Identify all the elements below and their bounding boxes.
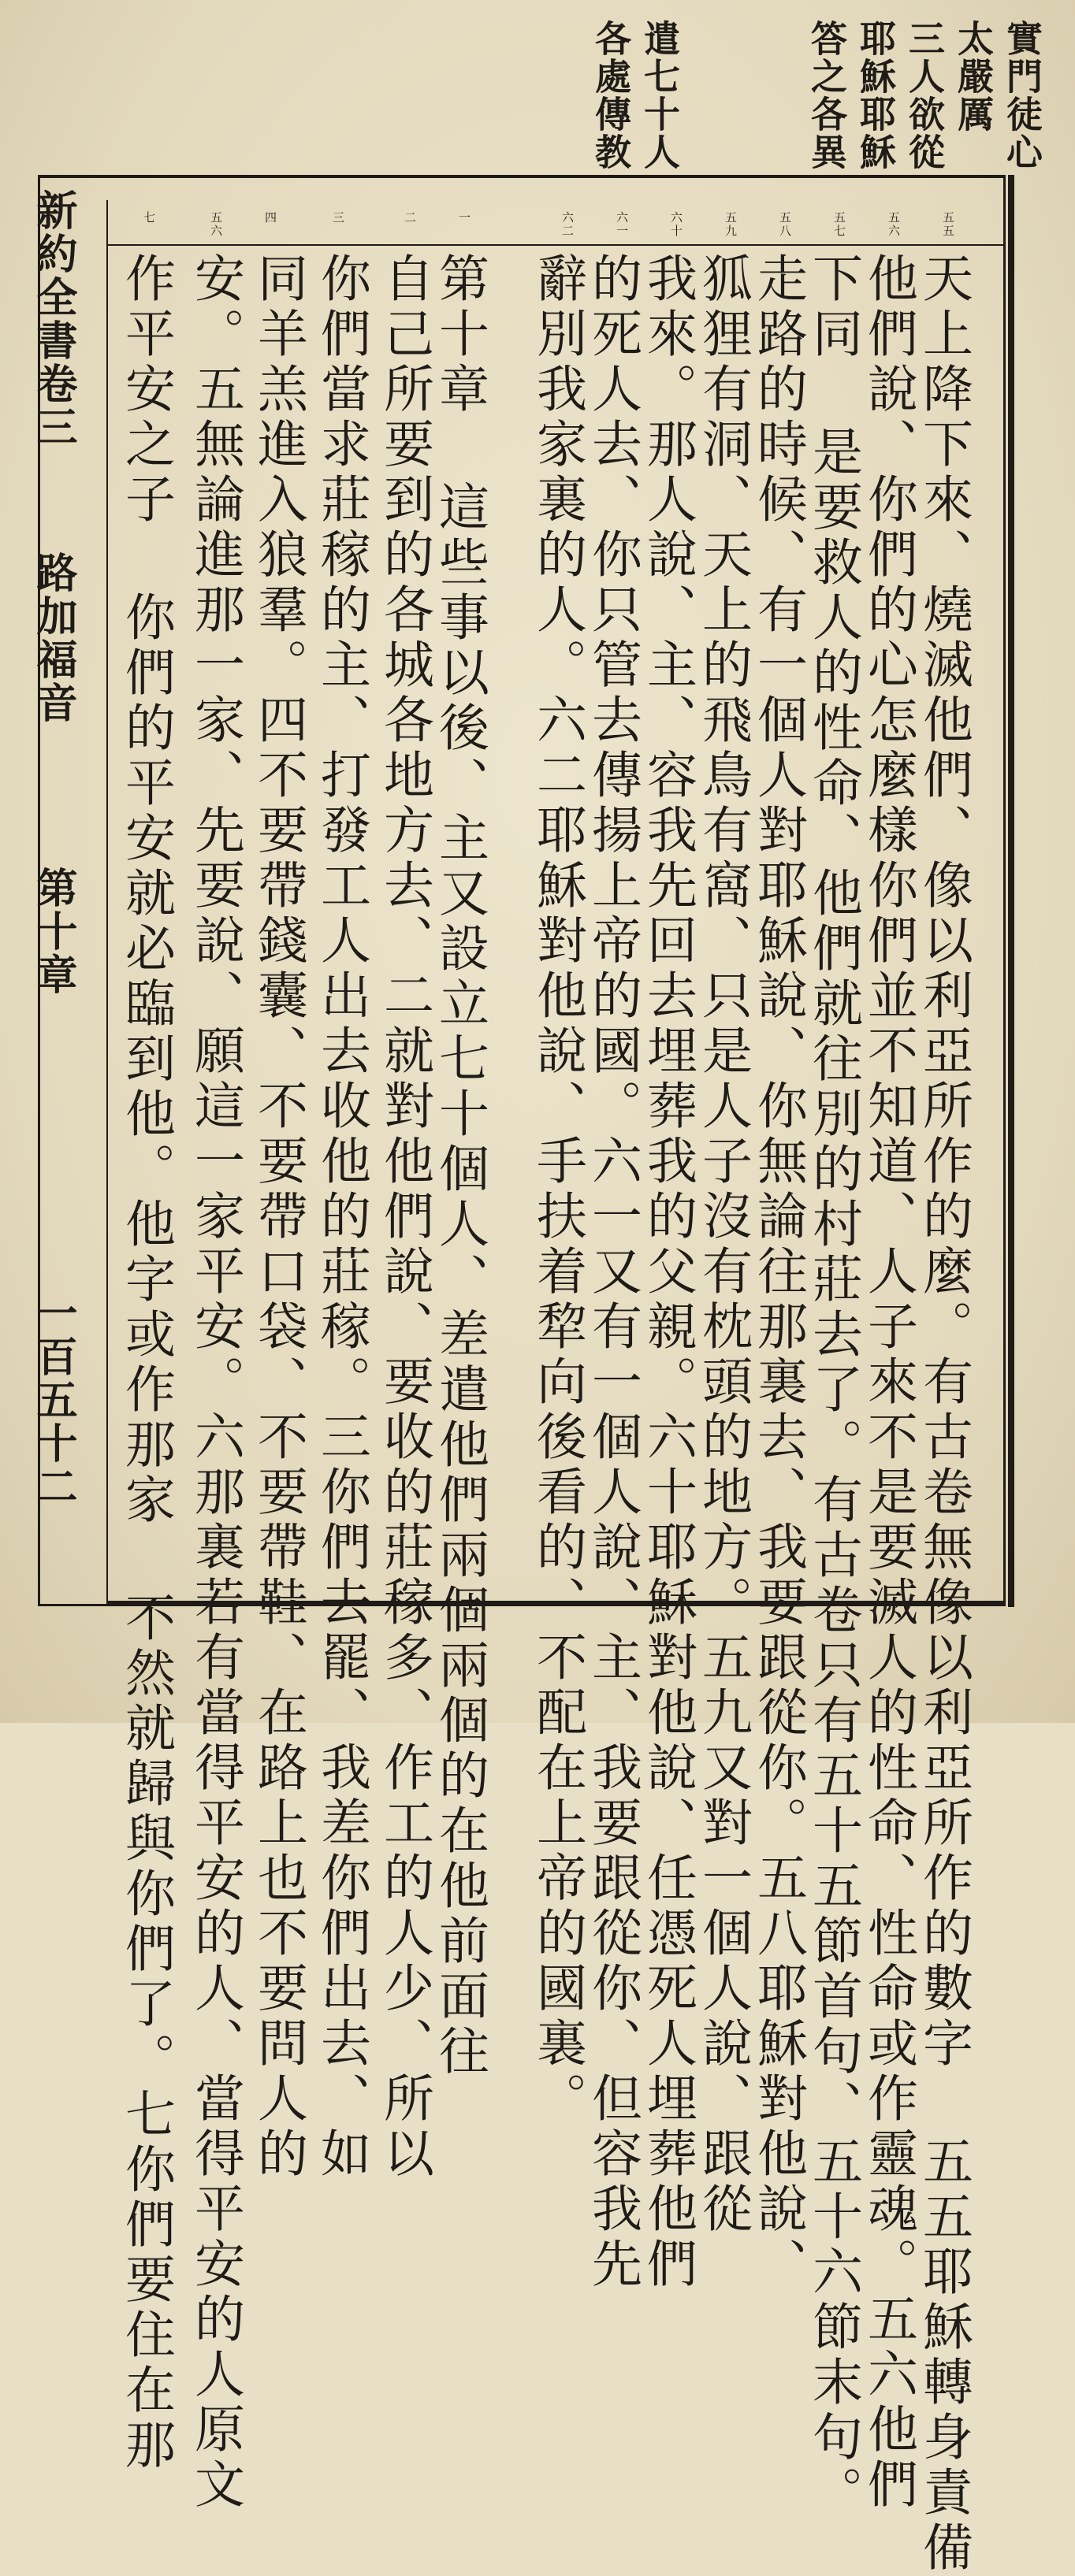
running-head-chapter: 第十章 [29,867,77,997]
text-column: 第十章 這些事以後、主又設立七十個人、差遣他們兩個兩個的在他前面往 [430,252,489,2080]
column-number: 五六 [887,211,901,238]
verse-number-rule [106,244,1003,246]
text-column: 下同 是要救人的性命、他們就往別的村莊去了。有古卷只有五十五節首句、五十六節末句。 [804,252,862,2521]
text-column: 作平安之子 你們的平安就必臨到他。他字或作那家 不然就歸與你們了。七你們要住在那 [117,252,175,2474]
column-number: 三 [331,211,345,225]
headnotes [255,20,1043,169]
column-number: 五六 [209,211,223,238]
column-number: 七 [142,211,156,225]
column-number: 四 [263,211,277,225]
column-number: 一 [457,211,471,225]
headnote-line: 三人欲從 [903,20,946,171]
headnote-line: 耶穌耶穌 [854,20,897,171]
text-column: 天上降下來、燒滅他們、像以利亞所作的麼。有古卷無像以利亞所作的數字 五五耶穌轉身責備 [914,252,973,2576]
column-number: 五五 [941,211,955,238]
text-column: 你們當求莊稼的主、打發工人出去收他的莊稼。三你們去罷、我差你們出去、如 [312,252,370,2182]
running-head-book: 新約全書卷三 [29,189,77,449]
page-number: 一百五十二 [29,1292,77,1509]
headnote-line: 實門徒心 [1001,20,1043,171]
text-column: 辭別我家裏的人。六二耶穌對他說、手扶着犂向後看的、不配在上帝的國裏。 [528,252,586,2127]
headnote-line: 答之各異 [805,20,848,171]
text-column: 的死人去、你只管去傳揚上帝的國。六一又有一個人說、主、我要跟從你、但容我先 [583,252,642,2292]
column-number: 六十 [669,211,683,238]
text-column: 自己所要到的各城各地方去、二就對他們說、要收的莊稼多、作工的人少、所以 [375,252,433,2182]
text-column: 我來。那人說、主、容我先回去埋葬我的父親。六十耶穌對他說、任憑死人埋葬他們 [638,252,697,2292]
column-number: 五七 [832,211,846,238]
running-head-gospel: 路加福音 [29,551,77,725]
text-column: 安。五無論進那一家、先要說、願這一家平安。六那裏若有當得平安的人、當得平安的人原文 [186,252,244,2513]
text-column: 狐狸有洞、天上的飛鳥有窩、只是人子沒有枕頭的地方。五九又對一個人說、跟從 [694,252,752,2237]
text-column: 他們說、你們的心怎麼樣你們並不知道、人子來不是要滅人的性命、性命或作靈魂。五六他們 [859,252,917,2513]
headnote-right [805,20,1043,171]
column-number: 二 [403,211,417,225]
headnote-line: 各處傳教 [590,20,632,171]
column-number: 五八 [778,211,792,238]
headnote-line: 遣七十人 [638,20,681,171]
text-column: 走路的時候、有一個人對耶穌說、你無論往那裏去、我要跟從你。五八耶穌對他說、 [749,252,807,2292]
column-number: 五九 [723,211,738,238]
text-column: 同羊羔進入狼羣。四不要帶錢囊、不要帶口袋、不要帶鞋、在路上也不要問人的 [249,252,307,2182]
headnote-left [590,20,681,171]
headnote-line: 太嚴厲 [952,20,995,133]
frame-right-border [1008,175,1014,1607]
column-number: 六一 [615,211,629,238]
column-number: 六二 [560,211,575,238]
